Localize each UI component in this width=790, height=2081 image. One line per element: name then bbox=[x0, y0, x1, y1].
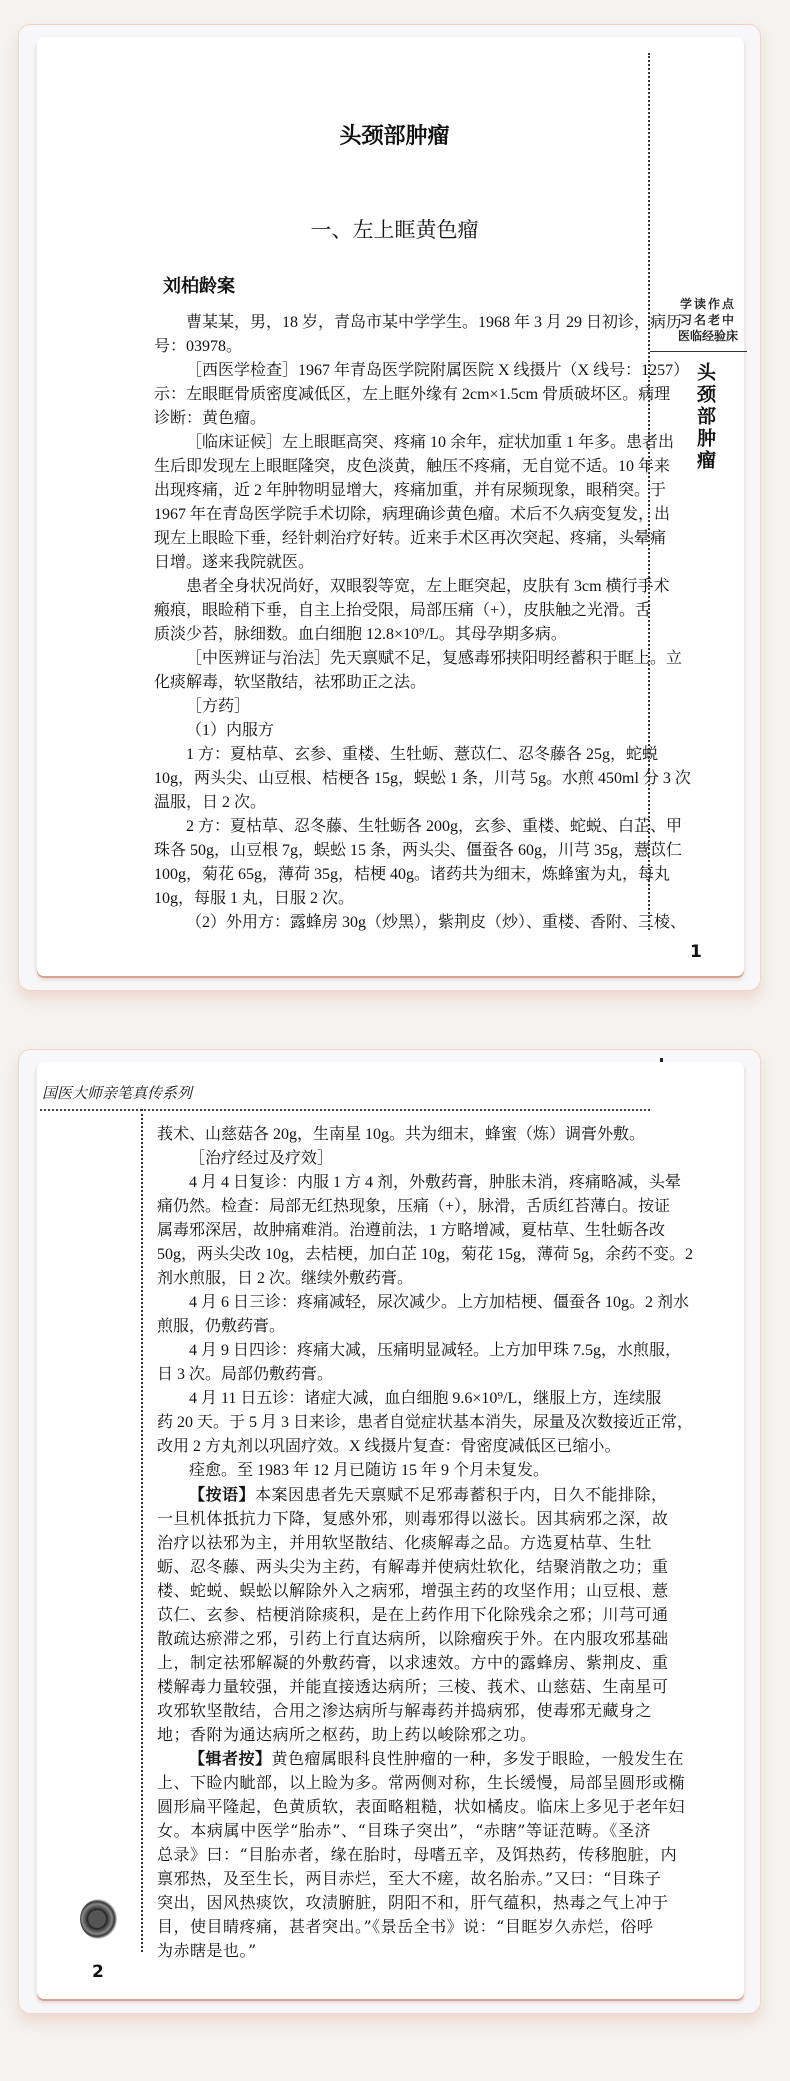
text-line bbox=[157, 1339, 682, 1363]
line-text: 目，使目睛疼痛，甚者突出。”《景岳全书》说：“目眶岁久赤烂，俗呼 bbox=[157, 1917, 654, 1936]
text-line bbox=[154, 311, 683, 335]
text-line bbox=[157, 1843, 678, 1867]
line-text: 一旦机体抵抗力下降，复感外邪，则毒邪得以滋长。因其病邪之深，故 bbox=[157, 1509, 669, 1528]
line-text: 地；香附为通达病所之枢药，助上药以峻除邪之功。 bbox=[157, 1725, 537, 1744]
text-line bbox=[157, 1315, 651, 1339]
line-text: 莪术、山慈菇各 20g，生南星 10g。共为细末，蜂蜜（炼）调膏外敷。 bbox=[157, 1126, 646, 1143]
line-text: 诊断：黄色瘤。 bbox=[154, 410, 267, 427]
paragraph bbox=[157, 1747, 686, 1963]
text-line bbox=[154, 671, 635, 695]
line-text: 上、下睑内眦部，以上睑为多。常两侧对称，生长缓慢，局部呈圆形或椭 bbox=[157, 1773, 686, 1792]
line-text: ［中医辨证与治法］先天禀赋不足，复感毒邪挟阳明经蓄积于眶上。立 bbox=[186, 650, 683, 667]
line-text: 散疏达瘀滞之邪，引药上行直达病所，以除瘤疾于外。在内服攻邪基础 bbox=[157, 1629, 669, 1648]
text-line bbox=[157, 1867, 662, 1891]
text-line bbox=[157, 1603, 669, 1627]
text-line bbox=[154, 623, 635, 647]
line-text: 剂水煎服，日 2 次。继续外敷药膏。 bbox=[157, 1270, 414, 1287]
line-text: 50g，两头尖改 10g，去桔梗，加白芷 10g，菊花 15g，薄荷 5g，余药不变。2 bbox=[157, 1246, 694, 1263]
line-text: 日增。遂来我院就医。 bbox=[154, 554, 315, 571]
page-1-body bbox=[154, 311, 691, 935]
text-line bbox=[154, 335, 635, 359]
text-line bbox=[157, 1219, 666, 1243]
page-number: 2 bbox=[92, 1962, 104, 1982]
line-text: 突出，因风热痰饮，攻渍腑脏，阴阳不和，肝气蕴积，热毒之气上冲于 bbox=[157, 1893, 669, 1912]
line-text: 日 3 次。局部仍敷药膏。 bbox=[157, 1366, 334, 1383]
text-line bbox=[157, 1555, 669, 1579]
line-text: 药 20 天。于 5 月 3 日来诊，患者自觉症状基本消失，尿量及次数接近正常， bbox=[157, 1414, 694, 1431]
line-text: 楼、蛇蜕、蜈蚣以解除外入之病邪，增强主药的攻坚作用；山豆根、薏 bbox=[157, 1581, 669, 1600]
line-text: 号：03978。 bbox=[154, 338, 243, 355]
text-line bbox=[157, 1627, 669, 1651]
line-text: 禀邪热，及至生长，两目赤烂，至大不瘥，故名胎赤。”又曰：“目珠子 bbox=[157, 1869, 662, 1888]
line-text: 为赤瞎是也。” bbox=[157, 1941, 257, 1960]
paragraph-label: 【辑者按】 bbox=[189, 1749, 272, 1768]
side-rule bbox=[650, 351, 747, 352]
text-line bbox=[157, 1363, 651, 1387]
text-line bbox=[154, 767, 691, 791]
line-text: 总录》曰：“目胎赤者，缘在胎时，母嗜五辛，及饵热药，传移胞脏，内 bbox=[157, 1845, 678, 1864]
text-line bbox=[154, 647, 683, 671]
text-line bbox=[157, 1411, 694, 1435]
paragraph bbox=[154, 719, 635, 743]
seal-row: 学读作点 bbox=[679, 297, 736, 311]
text-line bbox=[154, 887, 635, 911]
line-text: 女。本病属中医学“胎赤”、“目珠子突出”，“赤瞎”等证范畴。《圣济 bbox=[157, 1821, 651, 1840]
line-text: （1）内服方 bbox=[186, 722, 275, 739]
line-text: 2 方：夏枯草、忍冬藤、生牡蛎各 200g，玄参、重楼、蛇蜕、白芷、甲 bbox=[186, 818, 683, 835]
line-text: 现左上眼睑下垂，经针刺治疗好转。近来手术区再次突起、疼痛，头晕痛 bbox=[154, 530, 667, 547]
paragraph bbox=[157, 1483, 669, 1747]
text-line bbox=[154, 719, 635, 743]
text-line bbox=[157, 1819, 651, 1843]
line-text: 患者全身状况尚好，双眼裂等宽，左上眶突起，皮肤有 3cm 横行手术 bbox=[186, 578, 670, 595]
line-text: 曹某某，男，18 岁，青岛市某中学学生。1968 年 3 月 29 日初诊，病历 bbox=[186, 314, 683, 331]
page-2-body bbox=[157, 1123, 694, 1963]
text-line bbox=[154, 527, 667, 551]
text-line bbox=[157, 1195, 671, 1219]
paragraph bbox=[154, 743, 691, 815]
line-text: 苡仁、玄参、桔梗消除痰积，是在上药作用下化除残余之邪；川芎可通 bbox=[157, 1605, 669, 1624]
paragraph bbox=[154, 431, 675, 575]
text-line bbox=[157, 1723, 651, 1747]
line-text: 圆形扁平隆起，色黄质软，表面略粗糙，状如橘皮。临床上多见于老年妇 bbox=[157, 1797, 686, 1816]
paragraph bbox=[157, 1171, 694, 1291]
line-text: 楼解毒力量较强，并能直接透达病所；三棱、莪术、山慈菇、生南星可 bbox=[157, 1677, 669, 1696]
series-seal-logo bbox=[670, 296, 746, 344]
line-text: 化痰解毒，软坚散结，祛邪助正之法。 bbox=[154, 674, 427, 691]
margin-divider bbox=[141, 1109, 143, 1952]
paragraph bbox=[154, 695, 635, 719]
text-line bbox=[154, 503, 671, 527]
text-line bbox=[154, 359, 690, 383]
text-line bbox=[154, 839, 683, 863]
side-chapter-title: 头颈部肿瘤 bbox=[694, 362, 716, 472]
line-text: 生后即发现左上眼眶隆突，皮色淡黄，触压不疼痛，无自觉不适。10 年来 bbox=[154, 458, 671, 475]
paragraph bbox=[157, 1387, 694, 1459]
text-line bbox=[157, 1795, 686, 1819]
line-text: 10g，每服 1 丸，日服 2 次。 bbox=[154, 890, 355, 907]
text-line bbox=[154, 743, 659, 767]
page-number: 1 bbox=[690, 942, 702, 962]
line-text: 1 方：夏枯草、玄参、重楼、生牡蛎、薏苡仁、忍冬藤各 25g，蛇蜕 bbox=[186, 746, 659, 763]
line-text: 瘢痕，眼睑稍下垂，自主上抬受限，局部压痛（+），皮肤触之光滑。舌 bbox=[154, 602, 652, 619]
line-text: 黄色瘤属眼科良性肿瘤的一种，多发于眼睑，一般发生在 bbox=[271, 1749, 685, 1768]
seal-row: 医临经验床 bbox=[677, 329, 738, 343]
line-text: ［临床证候］左上眼眶高突、疼痛 10 余年，症状加重 1 年多。患者出 bbox=[186, 434, 675, 451]
paragraph-label: 【按语】 bbox=[189, 1485, 256, 1504]
paragraph bbox=[154, 359, 690, 431]
line-text: 痊愈。至 1983 年 12 月已随访 15 年 9 个月未复发。 bbox=[189, 1462, 550, 1479]
text-line bbox=[154, 791, 635, 815]
text-line bbox=[157, 1915, 654, 1939]
text-line bbox=[157, 1651, 669, 1675]
line-text: 出现疼痛，近 2 年肿物明显增大，疼痛加重，并有尿频现象，眼稍突。于 bbox=[154, 482, 667, 499]
paragraph bbox=[157, 1459, 651, 1483]
line-text: ［西医学检查］1967 年青岛医学院附属医院 X 线摄片（X 线号：1257） bbox=[186, 362, 690, 379]
paragraph bbox=[157, 1147, 651, 1171]
line-text: 4 月 4 日复诊：内服 1 方 4 剂，外敷药膏，肿胀未消，疼痛略减，头晕 bbox=[189, 1174, 682, 1191]
line-text: 痛仍然。检查：局部无红热现象，压痛（+），脉滑，舌质红苔薄白。按证 bbox=[157, 1198, 671, 1215]
text-line bbox=[157, 1243, 694, 1267]
text-line bbox=[157, 1939, 651, 1963]
text-line bbox=[157, 1771, 686, 1795]
line-text: 改用 2 方丸剂以巩固疗效。X 线摄片复查：骨密度减低区已缩小。 bbox=[157, 1438, 621, 1455]
text-line bbox=[154, 863, 671, 887]
paragraph bbox=[154, 815, 683, 911]
text-line bbox=[154, 695, 635, 719]
line-text: 4 月 9 日四诊：疼痛大减，压痛明显减轻。上方加甲珠 7.5g，水煎服， bbox=[189, 1342, 682, 1359]
line-text: 4 月 11 日五诊：诸症大减，血白细胞 9.6×10⁹/L，继服上方，连续服 bbox=[189, 1390, 662, 1407]
line-text: 蛎、忍冬藤、两头尖为主药，有解毒并使病灶软化，结聚消散之功；重 bbox=[157, 1557, 669, 1576]
paragraph bbox=[154, 575, 670, 647]
line-text: 1967 年在青岛医学院手术切除，病理确诊黄色瘤。术后不久病变复发，出 bbox=[154, 506, 671, 523]
paragraph bbox=[157, 1339, 682, 1387]
paragraph bbox=[154, 647, 683, 695]
line-text: 示：左眼眶骨质密度减低区，左上眶外缘有 2cm×1.5cm 骨质破坏区。病理 bbox=[154, 386, 671, 403]
line-text: 本案因患者先天禀赋不足邪毒蓄积于内，日久不能排除， bbox=[255, 1485, 668, 1504]
text-line bbox=[154, 407, 635, 431]
text-line bbox=[157, 1267, 651, 1291]
series-title: 国医大师亲笔真传系列 bbox=[42, 1084, 193, 1102]
text-line bbox=[157, 1123, 651, 1147]
text-line bbox=[157, 1507, 669, 1531]
line-text: 10g，两头尖、山豆根、桔梗各 15g，蜈蚣 1 条，川芎 5g。水煎 450ml 分 3 次 bbox=[154, 770, 691, 787]
text-line bbox=[154, 551, 635, 575]
header-divider bbox=[40, 1109, 650, 1111]
text-line bbox=[157, 1483, 668, 1507]
text-line bbox=[157, 1459, 651, 1483]
text-line bbox=[157, 1675, 669, 1699]
section-title: 一、左上眶黄色瘤 bbox=[310, 218, 479, 242]
paragraph bbox=[154, 311, 683, 359]
line-text: ［方药］ bbox=[186, 698, 251, 715]
line-text: 煎服，仍敷药膏。 bbox=[157, 1318, 286, 1335]
line-text: 100g，菊花 65g，薄荷 35g，桔梗 40g。诸药共为细末，炼蜂蜜为丸，每丸 bbox=[154, 866, 671, 883]
paragraph bbox=[157, 1291, 690, 1339]
speck bbox=[660, 1058, 663, 1062]
text-line bbox=[154, 455, 671, 479]
paragraph bbox=[157, 1123, 651, 1147]
text-line bbox=[157, 1531, 651, 1555]
text-line bbox=[154, 599, 652, 623]
line-text: 4 月 6 日三诊：疼痛减轻，尿次减少。上方加桔梗、僵蚕各 10g。2 剂水 bbox=[189, 1294, 690, 1311]
line-text: 攻邪软坚散结，合用之渗达病所与解毒药并捣病邪，使毒邪无藏身之 bbox=[157, 1701, 653, 1720]
text-line bbox=[154, 911, 687, 935]
text-line bbox=[157, 1291, 690, 1315]
line-text: 上，制定祛邪解凝的外敷药膏，以求速效。方中的露蜂房、紫荆皮、重 bbox=[157, 1653, 669, 1672]
ink-swirl-logo bbox=[80, 1899, 118, 1939]
line-text: 珠各 50g，山豆根 7g，蜈蚣 15 条，两头尖、僵蚕各 60g，川芎 35g，薏苡仁 bbox=[154, 842, 683, 859]
paragraph bbox=[154, 911, 687, 935]
text-line bbox=[154, 479, 667, 503]
seal-row: 习名老中 bbox=[679, 313, 736, 327]
line-text: 属毒邪深居，故肿痛难消。治遵前法，1 方略增减，夏枯草、生牡蛎各改 bbox=[157, 1222, 666, 1239]
text-line bbox=[157, 1435, 651, 1459]
text-line bbox=[157, 1579, 669, 1603]
text-line bbox=[157, 1387, 662, 1411]
margin-divider bbox=[648, 53, 650, 930]
text-line bbox=[157, 1747, 685, 1771]
line-text: 温服，日 2 次。 bbox=[154, 794, 267, 811]
text-line bbox=[157, 1147, 651, 1171]
line-text: ［治疗经过及疗效］ bbox=[189, 1150, 334, 1167]
case-author: 刘柏龄案 bbox=[163, 276, 235, 297]
line-text: 质淡少苔，脉细数。血白细胞 12.8×10⁹/L。其母孕期多病。 bbox=[154, 626, 567, 643]
text-line bbox=[154, 815, 683, 839]
text-line bbox=[157, 1891, 669, 1915]
chapter-title: 头颈部肿瘤 bbox=[339, 124, 450, 149]
line-text: 治疗以祛邪为主，并用软坚散结、化痰解毒之品。方选夏枯草、生牡 bbox=[157, 1533, 653, 1552]
text-line bbox=[154, 575, 670, 599]
text-line bbox=[157, 1171, 682, 1195]
text-line bbox=[157, 1699, 651, 1723]
line-text: （2）外用方：露蜂房 30g（炒黑），紫荆皮（炒）、重楼、香附、三棱、 bbox=[186, 914, 687, 931]
text-line bbox=[154, 431, 675, 455]
text-line bbox=[154, 383, 671, 407]
